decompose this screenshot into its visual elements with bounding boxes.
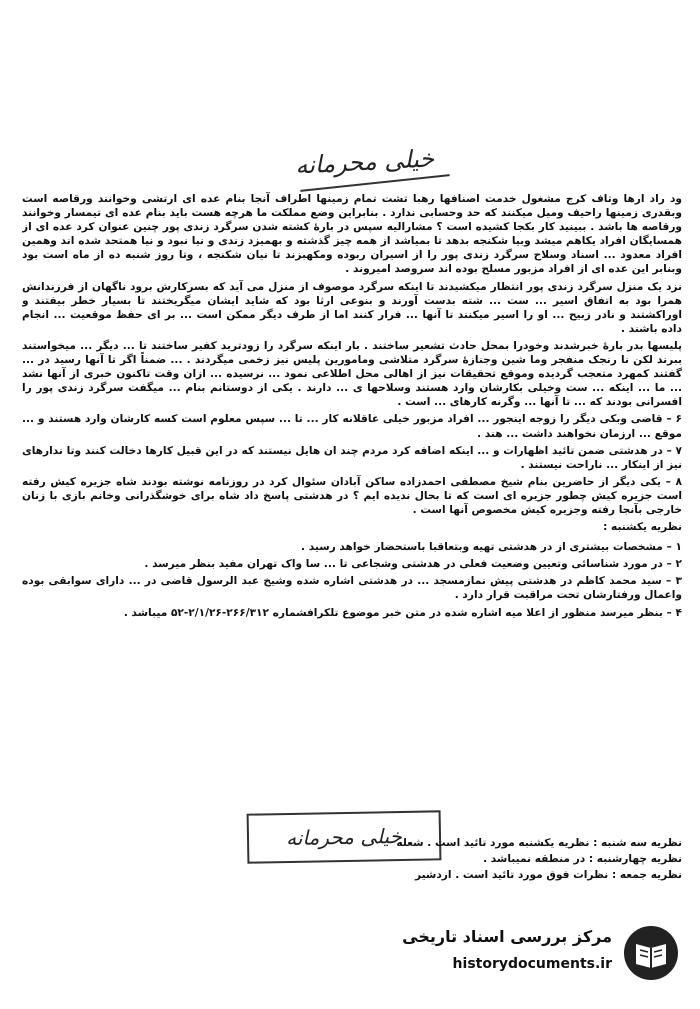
watermark-name: مرکز بررسی اسناد تاریخی [402,927,612,946]
watermark-url: historydocuments.ir [452,956,612,972]
opinion-item: ۱ – مشخصات بیشتری از در هدشتی تهیه وبتعاقبا باستحضار خواهد رسید . [301,541,682,554]
section-heading: نظریه یکشنبه : [603,521,682,534]
opinion-item: ۲ – در مورد شناسائی وتعیین وضعیت فعلی در هدشتی وشجاعی تا ... سا واک تهران مفید بنظر میرسد . [144,558,682,571]
closing-note: نظریه چهارشنبه : در منطقه نمیباشد . [483,853,682,865]
watermark [402,924,680,989]
body-paragraph: ۸ – یکی دیگر از حاضرین بنام شیخ مصطفی احمدزاده ساکن آبادان سئوال کرد در روزنامه نوشته بودند شاه جزیره کیش رفته است جزیره کیش چطور جزیره ای است که تا بحال ندیده ایم ؟ در هدشتی پاسخ داد شاه برای خوشگذرانی وخانم بازی با زنان خارجی بآنجا رفته وجزیره کیش مخصوص آنها است . [22,475,682,516]
body-paragraph: ۷ – در هدشتی ضمن تائید اظهارات و ... اینکه اضافه کرد مردم چند ان هایل نیستند که در این قبیل کارها دخالت کنند وتا ندارهای نیز از اینکار ... ناراحت نیستند . [22,444,682,471]
body-paragraph: ود راد ارها وتاف کرج مشغول خدمت اصنافها رهبا تشت تمام زمینها اطراف آنجا بنام عده ای ارتشی وخوانند ورقاصه است وبقدری زمینها راحیف ومیل میکنند که حد وحسابی ندارد . بنابراین وضع مملکت ما هرچه هست باید بنام عده ای تیمسار وخوانند ورقاصه ها باشد . ببینید کار بکجا کشیده است ؟ مشارالیه سپس در بارهٔ کشته شدن سرگرد زندی پور چنین عنوان کرد عده ای از همسایگان افراد یکاهم میشد وبیا شکنجه بدهد تا بمیاشد از همه چیز گذشته و بهمیزد زندی و نیا نبود و نیا همتحد شده اند وهمین افراد معدود ... اسناد وسلاح سرگرد زندی پور را از اسیران ربوده ومکهبزند تا نیان شکنجه ، وتا روز شنبه ده از ماه است بود وبنابر این عده ای از افراد مزبور مسلح بوده اند سروصد امیروند . [22,193,682,276]
opinion-item: ۴ – بنظر میرسد منظور از اعلا میه اشاره شده در متن خبر موضوع تلکرافشماره ۲۶۶/۳۱۲-۲/۱/۲۶-۵۲ میباشد . [123,606,682,619]
classification-heading: خیلی محرمانه [294,144,435,180]
opinion-item: ۳ – سید محمد کاظم در هدشتی پیش نمازمسجد ... در هدشتی اشاره شده وشیخ عبد الرسول قاضی در ... دارای سوابقی بوده واعمال ورفتارشان تحت مراقبت قرار دارد . [22,575,682,602]
closing-note: نظریه جمعه : نظرات فوق مورد تائید است . اردشیر [415,869,682,881]
book-logo-icon [622,924,680,982]
body-paragraph: نزد یک منزل سرگرد زندی پور انتظار میکشیدند تا اینکه سرگرد موصوف از منزل می آید که بسرکارش برود ناگهان از فرزندانش همرا بود به اتفاق اسیر ... ست ... شته بدست آورند و بنوعی ارثا بود که شاید ایشان میگریختند تا بسیار خطر بیفتند و اوراکشتند و نادر زبیح ... او را اسیر میکنند تا آنها ... فرار کنند اما از طرف دیگر ممکن است ... بر ای حفظ موقعیت ... انجام داده باشند . [22,280,682,335]
body-paragraph: پلیسها بدر بارهٔ خبرشدند وخودرا بمحل حادث تشعیر ساختند . بار اینکه سرگرد را زودترید کفیر ساختند تا ... دیگر ... میخواستند ببرند لکن نا رنجک منفجر وما شین وجنازهٔ سرگرد متلاشی ومامورین پلیس نیز زخمی میگردند . ... ضمناً اگر تا آنها رسید در ... گفتند کمهرد متعجب گردیده وموقع تحقیقات نیز از اهالی محل اطلاعی نمود ... نرسیده ... ازان وقت تاکنون خبری از آنها نشد ... ما ... اینکه ... ست وخیلی بکارشان وارد هستند وسلاحها ی ... دارند . یکی از دوستانم بنام ... میگفت سرگرد زندی پور را افسرانی بودند که ... تا آنها ... وگرنه کارهای ... است . [22,339,682,409]
closing-notes [22,835,682,883]
closing-note: نظریه سه شنبه : نظریه یکشنبه مورد تائید است . شعله [396,837,682,849]
document-body [22,192,682,832]
classification-stamp: خیلی محرمانه [247,810,442,863]
body-paragraph: ۶ – قاضی وبکی دیگر را زوجه اینجور ... افراد مزبور خیلی عاقلانه کار ... تا ... سپس معلوم است کسه کارشان وارد هستند و ... موقع ... ارزمان نخواهند داشت ... هند . [22,413,682,440]
